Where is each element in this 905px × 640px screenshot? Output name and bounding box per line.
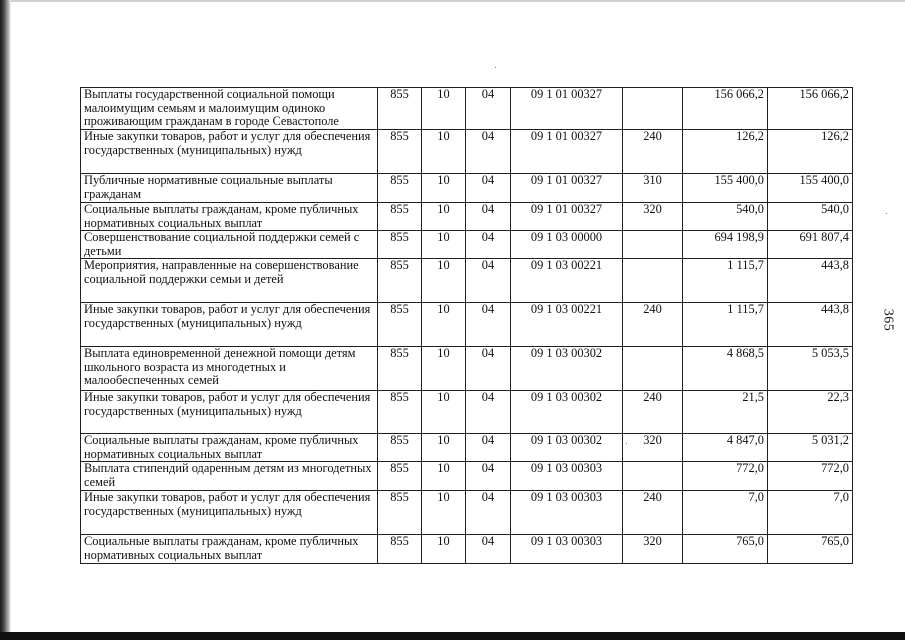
amount-year-2-cell: 5 031,2 [768,434,853,462]
amount-year-1-cell: 4 847,0 [683,434,768,462]
table-row [81,259,853,303]
row-description-cell: Иные закупки товаров, работ и услуг для обеспечения государственных (муниципальных) нужд [81,391,378,434]
row-description-cell: Социальные выплаты гражданам, кроме публичных нормативных социальных выплат [81,203,378,231]
section-code-cell: 10 [422,462,466,491]
subsection-code-cell: 04 [466,231,511,259]
row-description-cell: Социальные выплаты гражданам, кроме публичных нормативных социальных выплат [81,535,378,564]
section-code-cell: 10 [422,303,466,347]
table-row [81,203,853,231]
row-description-cell: Выплаты государственной социальной помощи малоимущим семьям и малоимущим одиноко проживающим гражданам в городе Севастополе [81,88,378,130]
target-article-cell: 09 1 03 00303 [511,462,623,491]
row-description-cell: Публичные нормативные социальные выплаты гражданам [81,174,378,203]
admin-code-cell: 855 [378,259,422,303]
subsection-code-cell: 04 [466,130,511,174]
amount-year-2-cell: 443,8 [768,259,853,303]
row-description-cell: Социальные выплаты гражданам, кроме публичных нормативных социальных выплат [81,434,378,462]
table-row [81,347,853,391]
table-row [81,231,853,259]
amount-year-2-cell: 765,0 [768,535,853,564]
row-description-cell: Иные закупки товаров, работ и услуг для обеспечения государственных (муниципальных) нужд [81,491,378,535]
section-code-cell: 10 [422,491,466,535]
subsection-code-cell: 04 [466,259,511,303]
section-code-cell: 10 [422,231,466,259]
table-row [81,391,853,434]
admin-code-cell: 855 [378,347,422,391]
expense-type-cell [623,88,683,130]
amount-year-1-cell: 1 115,7 [683,303,768,347]
section-code-cell: 10 [422,174,466,203]
admin-code-cell: 855 [378,391,422,434]
amount-year-1-cell: 126,2 [683,130,768,174]
expense-type-cell: 310 [623,174,683,203]
expense-type-cell [623,347,683,391]
expense-type-cell [623,231,683,259]
section-code-cell: 10 [422,130,466,174]
scan-speck [886,213,887,214]
row-description-cell: Мероприятия, направленные на совершенствование социальной поддержки семьи и детей [81,259,378,303]
row-description-cell: Выплата стипендий одаренным детям из многодетных семей [81,462,378,491]
target-article-cell: 09 1 03 00221 [511,303,623,347]
expense-type-cell [623,259,683,303]
amount-year-2-cell: 540,0 [768,203,853,231]
section-code-cell: 10 [422,259,466,303]
admin-code-cell: 855 [378,203,422,231]
expense-type-cell [623,462,683,491]
subsection-code-cell: 04 [466,391,511,434]
amount-year-2-cell: 22,3 [768,391,853,434]
table-row [81,491,853,535]
amount-year-1-cell: 765,0 [683,535,768,564]
table-row [81,434,853,462]
target-article-cell: 09 1 03 00221 [511,259,623,303]
amount-year-2-cell: 126,2 [768,130,853,174]
table-row [81,88,853,130]
row-description-cell: Иные закупки товаров, работ и услуг для обеспечения государственных (муниципальных) нужд [81,130,378,174]
expense-type-cell: 320 [623,535,683,564]
subsection-code-cell: 04 [466,434,511,462]
expense-type-cell: 240 [623,491,683,535]
amount-year-2-cell: 7,0 [768,491,853,535]
amount-year-2-cell: 156 066,2 [768,88,853,130]
section-code-cell: 10 [422,535,466,564]
expense-type-cell: 240 [623,303,683,347]
admin-code-cell: 855 [378,434,422,462]
target-article-cell: 09 1 03 00303 [511,535,623,564]
target-article-cell: 09 1 01 00327 [511,88,623,130]
scan-binding-edge [0,0,11,640]
expense-type-cell: 320 [623,434,683,462]
admin-code-cell: 855 [378,174,422,203]
admin-code-cell: 855 [378,535,422,564]
row-description-cell: Иные закупки товаров, работ и услуг для обеспечения государственных (муниципальных) нужд [81,303,378,347]
expense-type-cell: 240 [623,130,683,174]
target-article-cell: 09 1 03 00303 [511,491,623,535]
amount-year-2-cell: 691 807,4 [768,231,853,259]
target-article-cell: 09 1 03 00302 [511,391,623,434]
amount-year-1-cell: 4 868,5 [683,347,768,391]
target-article-cell: 09 1 03 00000 [511,231,623,259]
row-description-cell: Выплата единовременной денежной помощи детям школьного возраста из многодетных и малообеспеченных семей [81,347,378,391]
amount-year-2-cell: 5 053,5 [768,347,853,391]
section-code-cell: 10 [422,347,466,391]
section-code-cell: 10 [422,434,466,462]
subsection-code-cell: 04 [466,347,511,391]
amount-year-1-cell: 156 066,2 [683,88,768,130]
expense-type-cell: 320 [623,203,683,231]
subsection-code-cell: 04 [466,203,511,231]
subsection-code-cell: 04 [466,174,511,203]
subsection-code-cell: 04 [466,303,511,347]
amount-year-1-cell: 155 400,0 [683,174,768,203]
admin-code-cell: 855 [378,491,422,535]
amount-year-1-cell: 540,0 [683,203,768,231]
table-row [81,303,853,347]
target-article-cell: 09 1 03 00302 [511,347,623,391]
amount-year-2-cell: 155 400,0 [768,174,853,203]
admin-code-cell: 855 [378,88,422,130]
admin-code-cell: 855 [378,462,422,491]
expense-type-cell: 240 [623,391,683,434]
target-article-cell: 09 1 03 00302 [511,434,623,462]
subsection-code-cell: 04 [466,462,511,491]
subsection-code-cell: 04 [466,535,511,564]
row-description-cell: Совершенствование социальной поддержки семей с детьми [81,231,378,259]
section-code-cell: 10 [422,203,466,231]
table-row [81,462,853,491]
target-article-cell: 09 1 01 00327 [511,174,623,203]
admin-code-cell: 855 [378,303,422,347]
amount-year-1-cell: 7,0 [683,491,768,535]
amount-year-1-cell: 772,0 [683,462,768,491]
target-article-cell: 09 1 01 00327 [511,130,623,174]
page-number: 365 [880,308,896,332]
subsection-code-cell: 04 [466,491,511,535]
scan-top-edge [0,0,905,2]
admin-code-cell: 855 [378,231,422,259]
amount-year-1-cell: 694 198,9 [683,231,768,259]
table-row [81,130,853,174]
section-code-cell: 10 [422,88,466,130]
budget-table [80,87,853,564]
budget-table-body [81,88,853,564]
amount-year-2-cell: 772,0 [768,462,853,491]
admin-code-cell: 855 [378,130,422,174]
scan-speck [495,67,496,68]
table-row [81,174,853,203]
scan-bottom-edge [0,632,905,640]
amount-year-1-cell: 21,5 [683,391,768,434]
amount-year-2-cell: 443,8 [768,303,853,347]
target-article-cell: 09 1 01 00327 [511,203,623,231]
section-code-cell: 10 [422,391,466,434]
amount-year-1-cell: 1 115,7 [683,259,768,303]
table-row [81,535,853,564]
subsection-code-cell: 04 [466,88,511,130]
